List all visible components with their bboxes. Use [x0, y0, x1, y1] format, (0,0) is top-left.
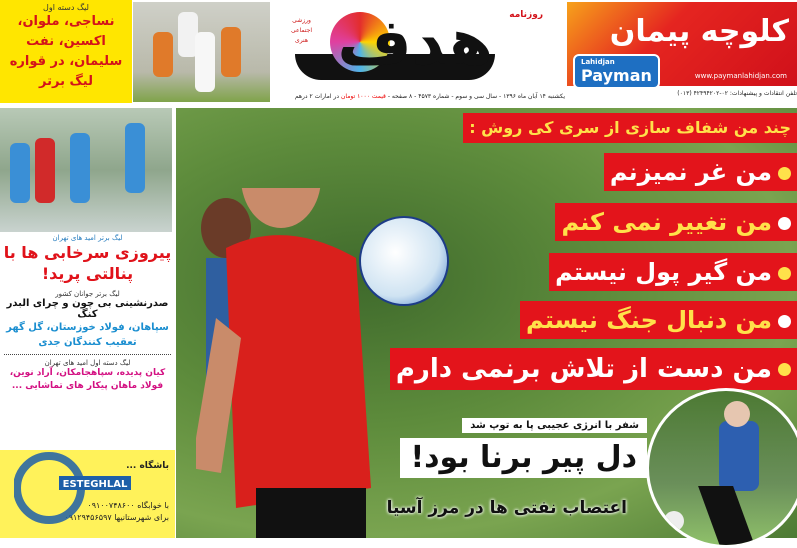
- top-ad[interactable]: [567, 2, 797, 86]
- divider: [4, 354, 171, 355]
- kicker: لیگ دسته اول امید های تهران: [44, 359, 131, 367]
- newspaper-logo: [285, 4, 563, 88]
- bullet-item[interactable]: من تغییر نمی کنم: [555, 203, 797, 241]
- secondary-headline[interactable]: دل پیر برنا بود!: [400, 438, 647, 478]
- bullet-item[interactable]: من دنبال جنگ نیستم: [520, 301, 797, 339]
- teaser-kicker: لیگ دسته اول: [43, 3, 89, 12]
- bullet-dot-icon: [778, 267, 791, 280]
- sub-kicker: شفر با انرژی عجیبی پا به توپ شد: [462, 418, 647, 433]
- logo-tags: ورزشی اجتماعی هنری: [291, 17, 313, 44]
- logo-name: هدف: [337, 6, 493, 80]
- main-photo: [176, 108, 797, 538]
- ad-line: برای شهرستانیها ۰۹۱۲۹۴۵۶۵۹۷: [64, 513, 169, 522]
- ad-url[interactable]: www.paymanlahidjan.com: [694, 72, 787, 80]
- bullet-item[interactable]: من گیر پول نیستم: [549, 253, 797, 291]
- bullet-dot-icon: [778, 315, 791, 328]
- sub-headline[interactable]: اعتصاب نفتی ها در مرز آسیا: [386, 498, 627, 518]
- dateline: یکشنبه ۱۴ آبان ماه ۱۳۹۶ - سال سی و سوم - شماره ۴۵۷۳ - ۸ صفحه - قیمت ۱۰۰۰ تومان در امارات ۲ درهم: [294, 93, 565, 100]
- headline[interactable]: کیان پدیده، سپاهجامکان، آراد نوین، فولاد ماهان پیکار های تماشایی ...: [9, 368, 166, 391]
- football-icon: [359, 216, 449, 306]
- bullet-item[interactable]: من دست از تلاش برنمی دارم: [390, 348, 797, 390]
- watermark-logo: [14, 448, 134, 528]
- teaser-photo: [133, 2, 270, 102]
- bullet-dot-icon: [778, 217, 791, 230]
- ad-phone: تلفن انتقادات و پیشنهادات: ۰۲-۴۲۴۹۴۲۰۲ (۰۱۳): [677, 90, 797, 97]
- ad-title: کلوچه پیمان: [609, 14, 789, 49]
- ad-brand-logo: Lahidjan Payman: [573, 54, 660, 89]
- headline[interactable]: پیروزی سرخابی ها با پنالتی پرید!: [3, 243, 172, 283]
- ad-line: با خوابگاه ۰۹۱۰۰۷۴۸۶۰۰: [87, 501, 169, 510]
- main-kicker: چند من شفاف سازی از سری کی روش :: [463, 113, 797, 143]
- headline[interactable]: سپاهان، فولاد خوزستان، گل گهر تعقیب کنندگان جدی: [6, 322, 169, 348]
- headline[interactable]: صدرنشینی بی چون و چرای البدر کنگ: [6, 298, 169, 320]
- logo-prefix: روزنامه: [509, 10, 543, 20]
- inset-photo: [646, 388, 797, 548]
- kicker: لیگ برتر جوانان کشور: [55, 290, 120, 298]
- left-column-news: [0, 234, 175, 446]
- bullet-item[interactable]: من غر نمیزنم: [604, 153, 797, 191]
- ad-title: باشگاه ...: [126, 461, 169, 471]
- teaser-headline: نساجی، ملوان، اکسین، نفت سلیمان، در قواره لیگ برتر: [9, 14, 123, 89]
- svg-text:ESTEGHLAL: ESTEGHLAL: [62, 479, 128, 490]
- left-photo: [0, 108, 172, 232]
- bullet-dot-icon: [778, 363, 791, 376]
- bullet-dot-icon: [778, 167, 791, 180]
- kicker: لیگ برتر امید های تهران: [52, 234, 123, 242]
- teaser-box[interactable]: [0, 0, 132, 103]
